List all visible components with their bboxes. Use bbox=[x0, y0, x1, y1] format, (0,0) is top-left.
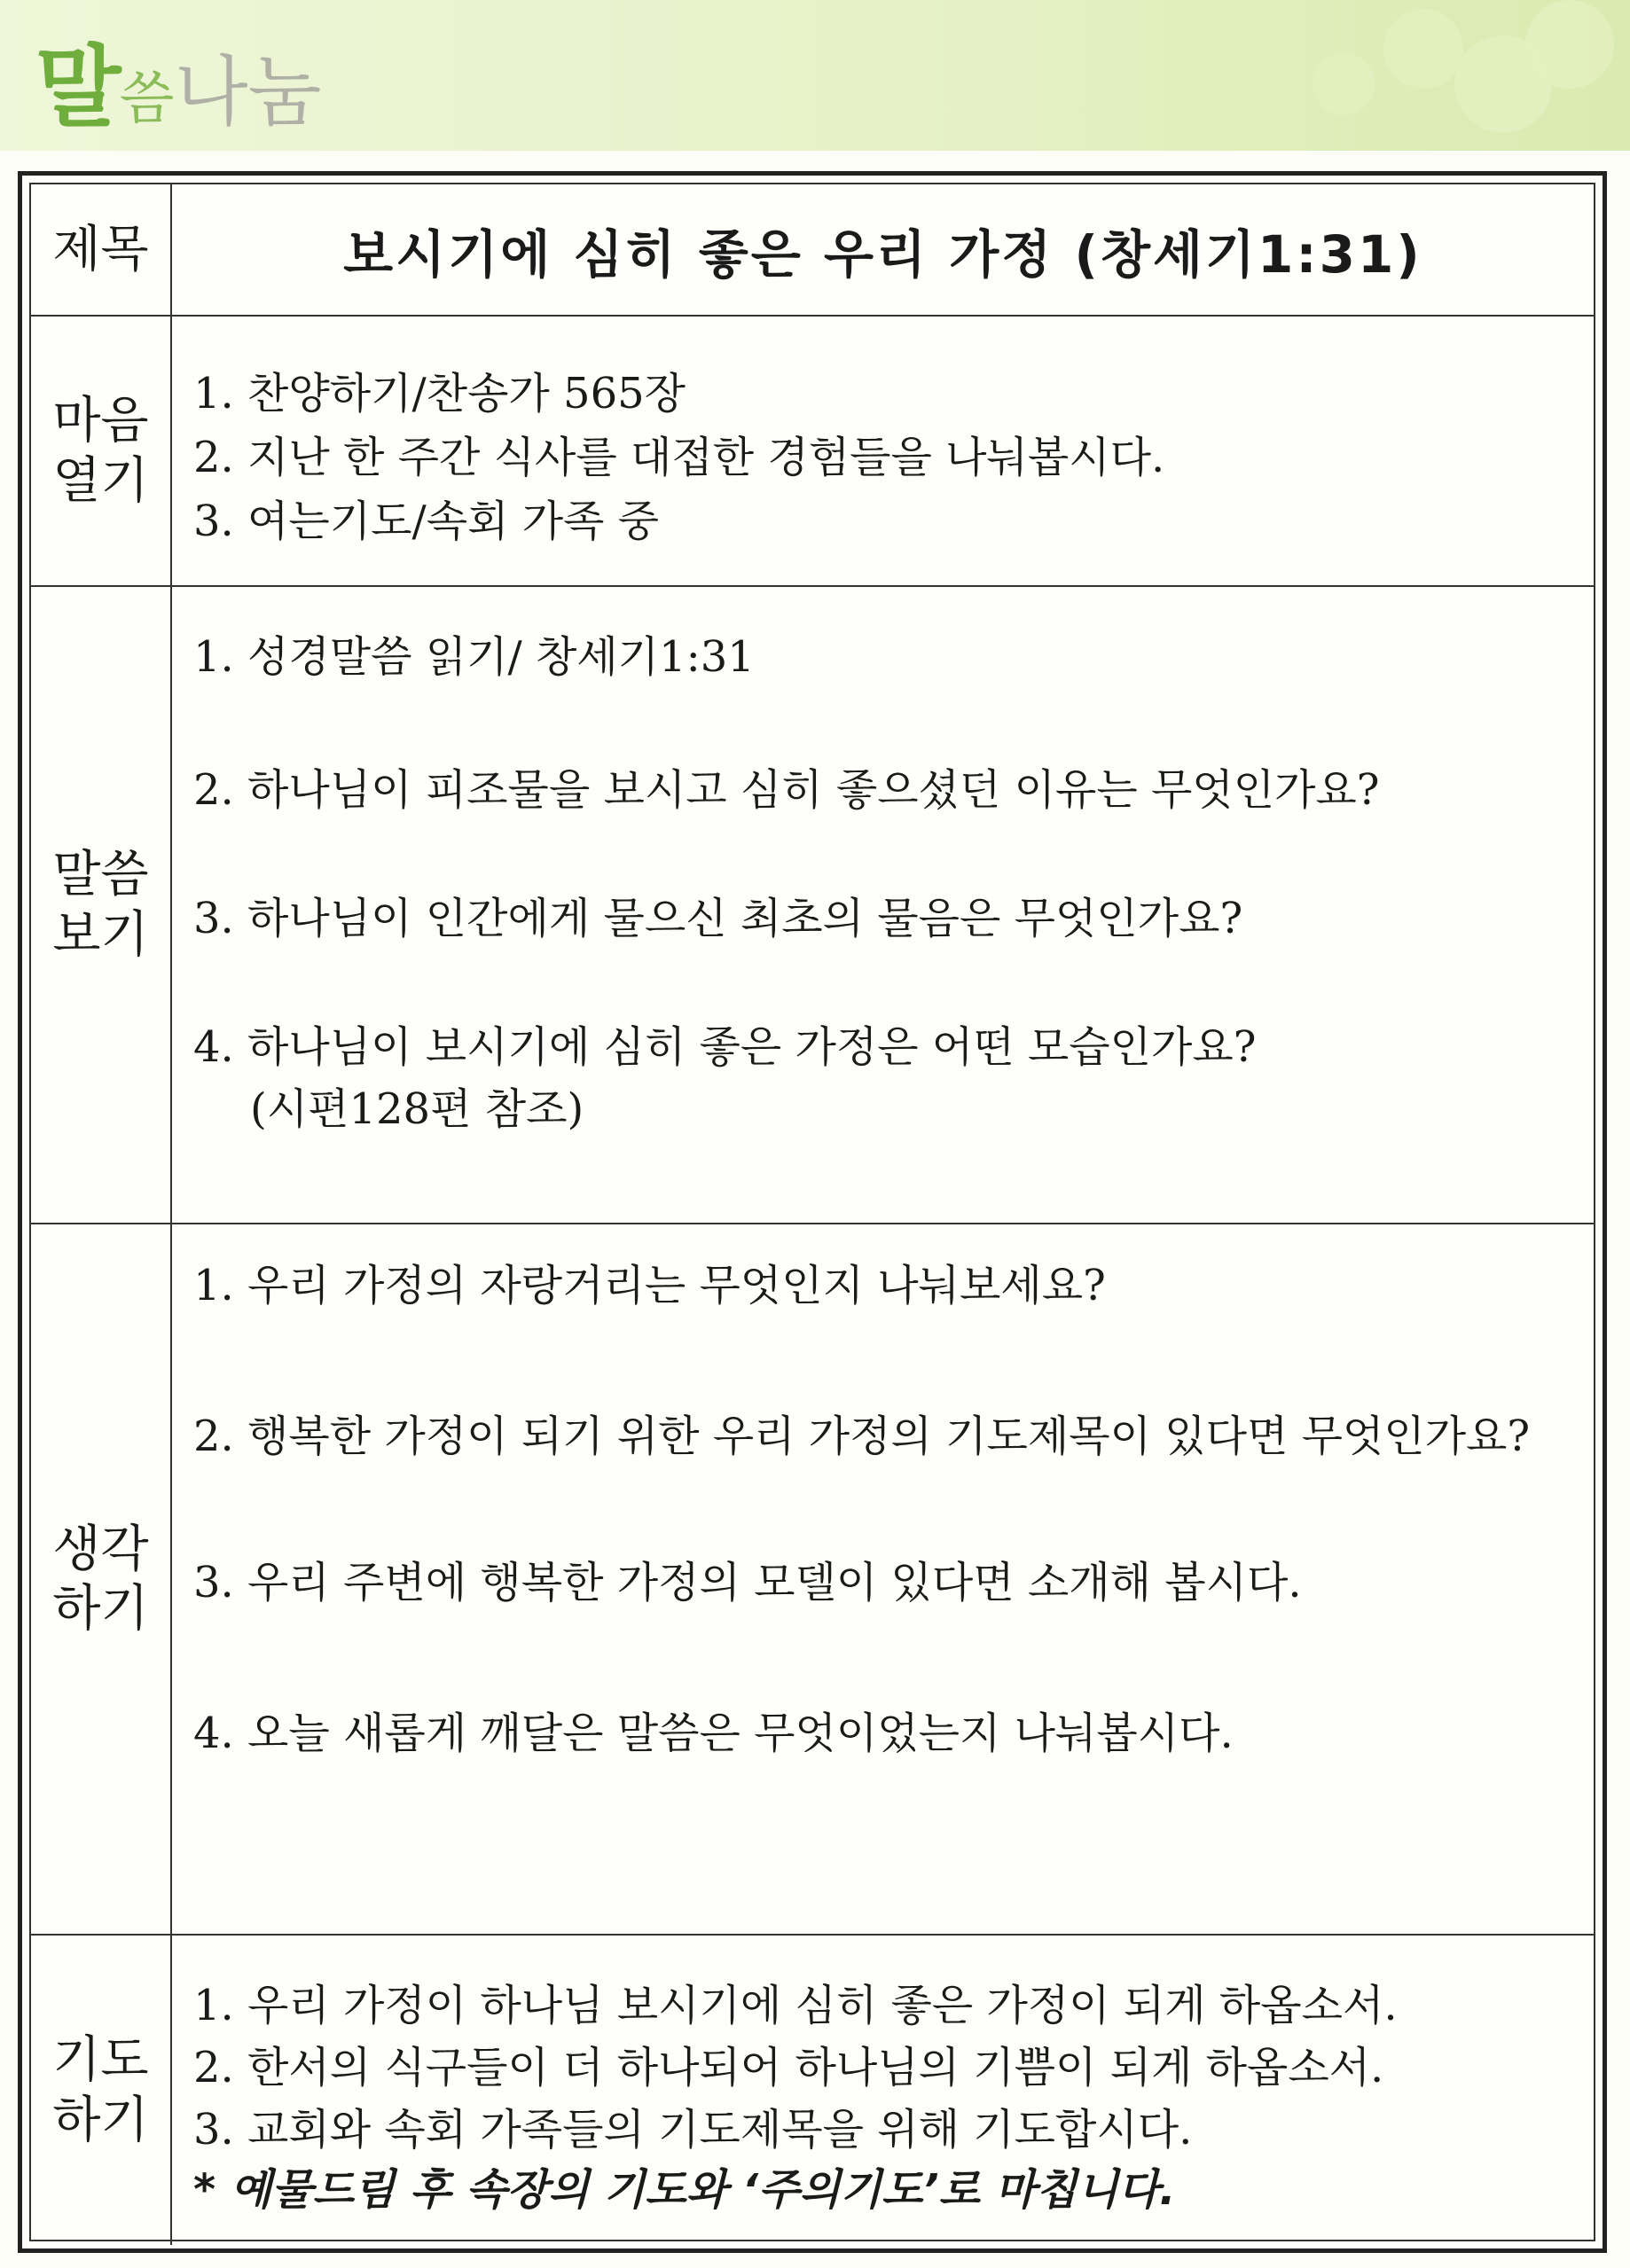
clover-decoration bbox=[1313, 53, 1375, 115]
header-logo bbox=[35, 16, 322, 139]
list-item: 3. 하나님이 인간에게 물으신 최초의 물음은 무엇인가요? bbox=[193, 894, 1243, 943]
section-content bbox=[172, 317, 1594, 585]
section-label-line1: 생각 bbox=[52, 1520, 149, 1578]
list-item: 4. 오늘 새롭게 깨달은 말씀은 무엇이었는지 나눠봅시다. bbox=[193, 1709, 1234, 1758]
section-label bbox=[31, 317, 172, 585]
title-label: 제목 bbox=[31, 184, 172, 315]
list-item: 2. 하나님이 피조물을 보시고 심히 좋으셨던 이유는 무엇인가요? bbox=[193, 765, 1380, 815]
list-item: 1. 우리 가정이 하나님 보시기에 심히 좋은 가정이 되게 하옵소서. bbox=[193, 1981, 1398, 2030]
logo-text-2: 씀 bbox=[119, 66, 175, 132]
list-item: 2. 한서의 식구들이 더 하나되어 하나님의 기쁨이 되게 하옵소서. bbox=[193, 2043, 1384, 2092]
section-label-line1: 말씀 bbox=[52, 846, 149, 904]
section-label bbox=[31, 1224, 172, 1934]
list-item: 2. 행복한 가정이 되기 위한 우리 가정의 기도제목이 있다면 무엇인가요? bbox=[193, 1412, 1531, 1461]
list-item: 1. 성경말씀 읽기/ 창세기1:31 bbox=[193, 632, 755, 682]
section-label-line1: 마음 bbox=[52, 392, 149, 450]
title-row bbox=[31, 184, 1594, 317]
section-label-line2: 열기 bbox=[52, 451, 149, 510]
section-reflect bbox=[31, 1224, 1594, 1936]
section-content bbox=[172, 1936, 1594, 2245]
section-content bbox=[172, 587, 1594, 1223]
lesson-title: 보시기에 심히 좋은 우리 가정 (창세기1:31) bbox=[343, 223, 1422, 285]
clover-decoration bbox=[1383, 9, 1463, 89]
closing-note: * 예물드림 후 속장의 기도와 ‘주의기도’로 마칩니다. bbox=[193, 2165, 1176, 2215]
section-label-line2: 하기 bbox=[52, 1580, 149, 1638]
list-item: 3. 교회와 속회 가족들의 기도제목을 위해 기도합시다. bbox=[193, 2105, 1193, 2155]
list-item: 3. 우리 주변에 행복한 가정의 모델이 있다면 소개해 봅시다. bbox=[193, 1558, 1302, 1607]
section-read-word bbox=[31, 587, 1594, 1224]
list-item: 2. 지난 한 주간 식사를 대접한 경험들을 나눠봅시다. bbox=[193, 433, 1165, 482]
clover-decoration bbox=[1525, 0, 1614, 89]
list-item: (시편128편 참조) bbox=[250, 1084, 584, 1134]
section-label bbox=[31, 1936, 172, 2245]
list-item: 1. 우리 가정의 자랑거리는 무엇인지 나눠보세요? bbox=[193, 1261, 1106, 1310]
logo-text-3: 나눔 bbox=[174, 48, 322, 137]
logo-text-1: 말 bbox=[35, 35, 120, 139]
section-label-line2: 보기 bbox=[52, 905, 149, 964]
worksheet-table bbox=[18, 171, 1607, 2253]
list-item: 1. 찬양하기/찬송가 565장 bbox=[193, 369, 686, 418]
section-label-line2: 하기 bbox=[52, 2091, 149, 2149]
list-item: 4. 하나님이 보시기에 심히 좋은 가정은 어떤 모습인가요? bbox=[193, 1022, 1257, 1072]
section-label-line1: 기도 bbox=[52, 2031, 149, 2090]
section-prayer bbox=[31, 1936, 1594, 2245]
section-open-heart bbox=[31, 317, 1594, 587]
section-content bbox=[172, 1224, 1594, 1934]
list-item: 3. 여는기도/속회 가족 중 bbox=[193, 497, 660, 546]
section-label bbox=[31, 587, 172, 1223]
